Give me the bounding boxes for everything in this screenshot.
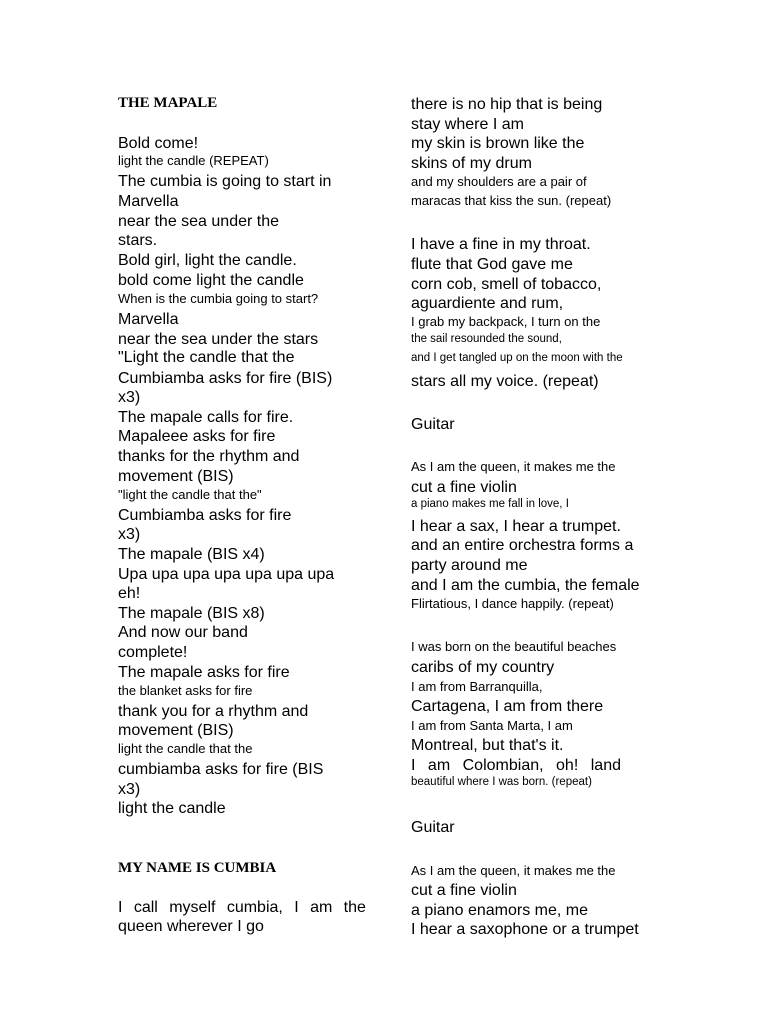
lyric-line: Bold come! xyxy=(118,135,199,152)
lyric-line-word: I xyxy=(294,899,299,916)
lyric-line-word: I xyxy=(118,899,123,916)
section-label-guitar: Guitar xyxy=(411,819,455,836)
lyric-line: near the sea under the stars xyxy=(118,331,319,348)
lyric-line: cumbiamba asks for fire (BIS xyxy=(118,761,324,778)
lyric-line-word: the xyxy=(343,899,366,916)
lyric-line: party around me xyxy=(411,557,528,574)
lyric-line: I hear a sax, I hear a trumpet. xyxy=(411,518,621,535)
lyric-line: light the candle xyxy=(118,800,226,817)
lyric-line: stars all my voice. (repeat) xyxy=(411,373,599,390)
lyric-line: As I am the queen, it makes me the xyxy=(411,459,616,474)
lyric-line: there is no hip that is being xyxy=(411,96,603,113)
lyric-line: caribs of my country xyxy=(411,659,555,676)
lyric-line: and my shoulders are a pair of xyxy=(411,174,587,189)
lyric-line: Marvella xyxy=(118,311,179,328)
lyric-line: Upa upa upa upa upa upa upa xyxy=(118,566,335,583)
lyric-line: Cumbiamba asks for fire (BIS) xyxy=(118,370,333,387)
lyric-line: movement (BIS) xyxy=(118,722,234,739)
lyric-line-word: land xyxy=(590,757,621,774)
lyric-line: "Light the candle that the xyxy=(118,349,295,366)
lyric-line: Cumbiamba asks for fire xyxy=(118,507,292,524)
lyric-line: I was born on the beautiful beaches xyxy=(411,639,617,654)
section-label-guitar: Guitar xyxy=(411,416,455,433)
lyric-line: I grab my backpack, I turn on the xyxy=(411,314,601,329)
lyric-line: flute that God gave me xyxy=(411,256,573,273)
lyric-line: x3) xyxy=(118,526,141,543)
lyric-line: "light the candle that the" xyxy=(118,487,262,502)
lyric-line: x3) xyxy=(118,781,141,798)
lyric-line: near the sea under the xyxy=(118,213,280,230)
lyric-line: and I get tangled up on the moon with the xyxy=(411,352,623,364)
lyric-line: cut a fine violin xyxy=(411,882,517,899)
lyric-line-word: I xyxy=(411,757,416,774)
lyric-line: corn cob, smell of tobacco, xyxy=(411,276,602,293)
lyric-line: light the candle (REPEAT) xyxy=(118,153,269,168)
lyric-line: Bold girl, light the candle. xyxy=(118,252,297,269)
lyric-line: stay where I am xyxy=(411,116,524,133)
lyric-line: movement (BIS) xyxy=(118,468,234,485)
lyric-line: cut a fine violin xyxy=(411,479,517,496)
song-title-cumbia: MY NAME IS CUMBIA xyxy=(118,860,277,876)
lyric-line: The mapale asks for fire xyxy=(118,664,290,681)
lyric-line: light the candle that the xyxy=(118,741,253,756)
lyric-line-word: Colombian, xyxy=(462,757,544,774)
lyric-line: The cumbia is going to start in xyxy=(118,173,332,190)
lyric-line: I hear a saxophone or a trumpet xyxy=(411,921,639,938)
lyric-line: thank you for a rhythm and xyxy=(118,703,309,720)
lyric-line: The mapale calls for fire. xyxy=(118,409,294,426)
lyric-line: complete! xyxy=(118,644,188,661)
lyric-line: thanks for the rhythm and xyxy=(118,448,300,465)
song-title-mapale: THE MAPALE xyxy=(118,95,218,111)
lyric-line: When is the cumbia going to start? xyxy=(118,291,319,306)
lyric-line: and an entire orchestra forms a xyxy=(411,537,634,554)
lyric-line: aguardiente and rum, xyxy=(411,295,564,312)
lyric-line: Mapaleee asks for fire xyxy=(118,428,276,445)
lyric-line: maracas that kiss the sun. (repeat) xyxy=(411,193,612,208)
lyric-line: my skin is brown like the xyxy=(411,135,585,152)
lyric-line-word: call xyxy=(133,899,158,916)
lyric-line: a piano enamors me, me xyxy=(411,902,588,919)
lyric-line: a piano makes me fall in love, I xyxy=(411,498,569,510)
lyric-line-word: cumbia, xyxy=(226,899,283,916)
lyric-line-justified xyxy=(118,900,366,916)
lyric-line: beautiful where I was born. (repeat) xyxy=(411,776,592,788)
lyric-line: I have a fine in my throat. xyxy=(411,236,591,253)
lyric-line: As I am the queen, it makes me the xyxy=(411,863,616,878)
lyric-line: I am from Santa Marta, I am xyxy=(411,718,573,733)
lyric-line-justified xyxy=(411,758,621,774)
lyric-line: Flirtatious, I dance happily. (repeat) xyxy=(411,596,614,611)
lyric-line: The mapale (BIS x4) xyxy=(118,546,265,563)
lyric-line: x3) xyxy=(118,389,141,406)
lyric-line: eh! xyxy=(118,585,141,602)
lyric-line: and I am the cumbia, the female xyxy=(411,577,640,594)
lyric-line-word: myself xyxy=(169,899,216,916)
lyric-line: Montreal, but that's it. xyxy=(411,737,564,754)
lyric-line: Marvella xyxy=(118,193,179,210)
lyric-line: the blanket asks for fire xyxy=(118,683,253,698)
lyric-line: the sail resounded the sound, xyxy=(411,333,562,345)
lyric-line: Cartagena, I am from there xyxy=(411,698,604,715)
lyric-line: queen wherever I go xyxy=(118,918,264,935)
lyric-line-word: am xyxy=(427,757,451,774)
lyric-line: I am from Barranquilla, xyxy=(411,679,543,694)
lyric-line-word: am xyxy=(310,899,333,916)
lyric-line-word: oh! xyxy=(556,757,579,774)
lyric-line: skins of my drum xyxy=(411,155,532,172)
lyric-line: bold come light the candle xyxy=(118,272,304,289)
lyric-line: And now our band xyxy=(118,624,248,641)
lyric-line: stars. xyxy=(118,232,158,249)
lyric-line: The mapale (BIS x8) xyxy=(118,605,265,622)
